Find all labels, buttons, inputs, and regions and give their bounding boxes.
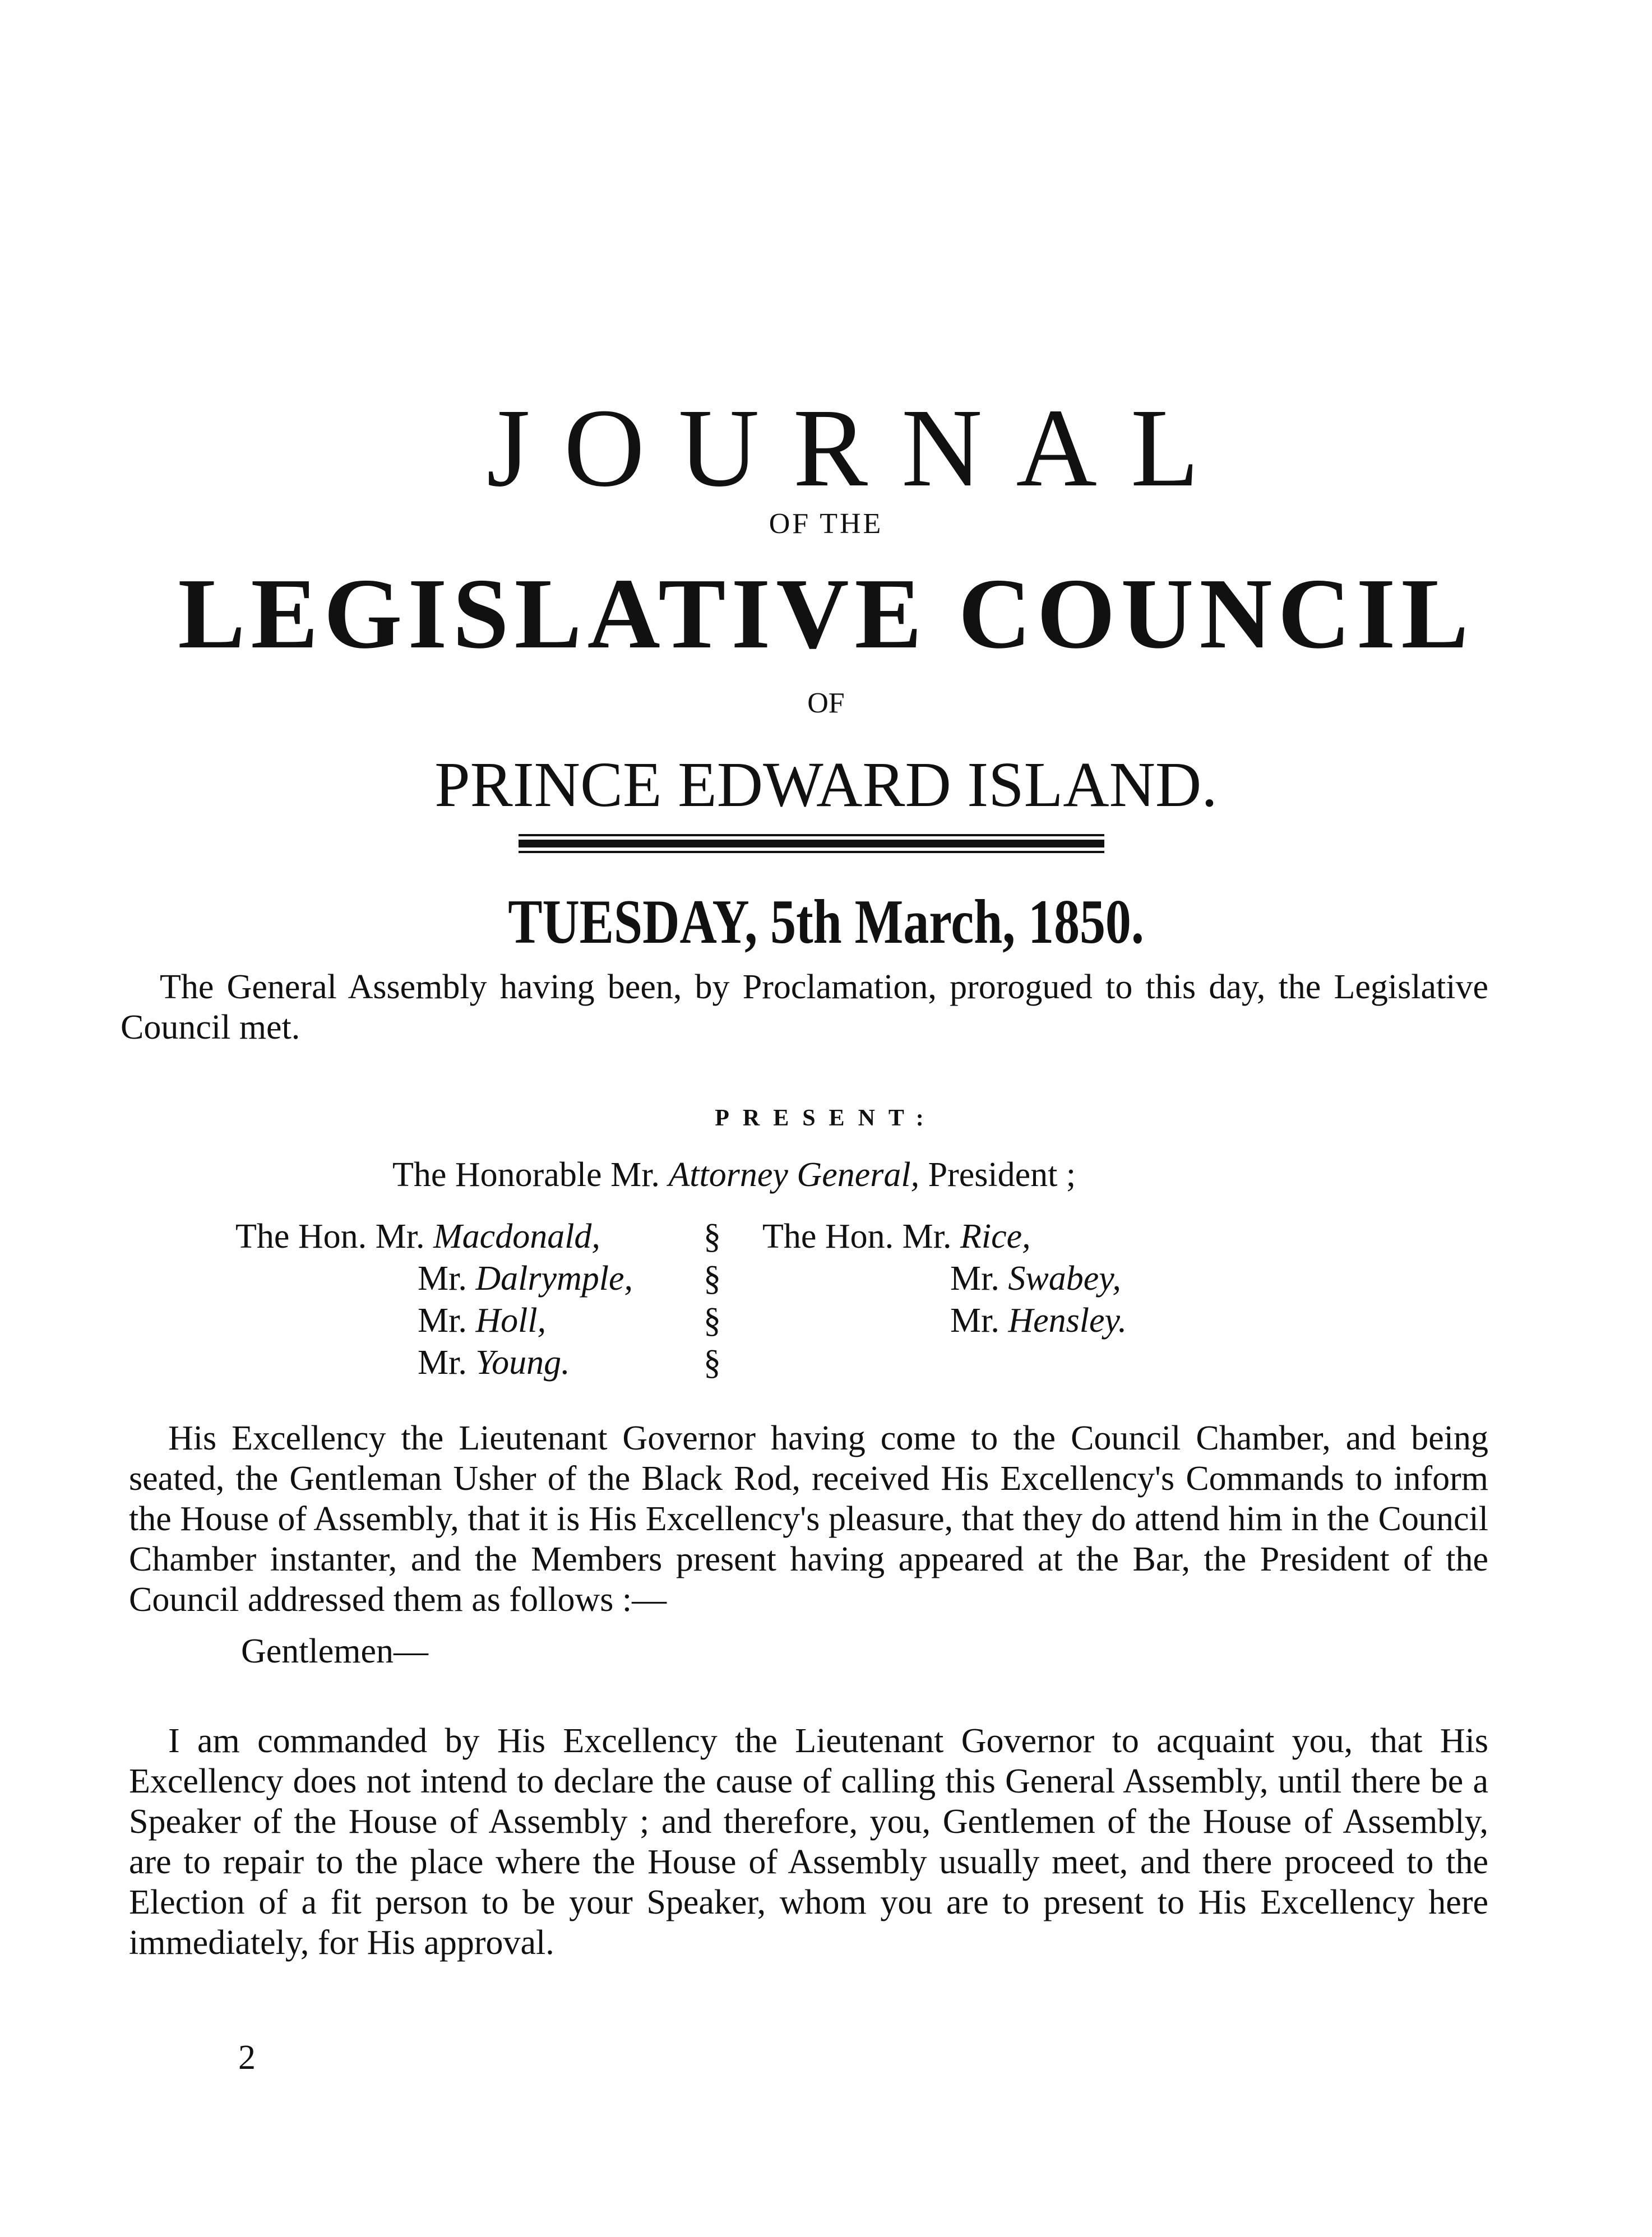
member-prefix: The Hon. Mr. <box>235 1217 425 1256</box>
member-dalrymple <box>418 1258 633 1299</box>
member-young <box>418 1342 570 1383</box>
member-name: Rice, <box>960 1217 1031 1256</box>
section-separator: § <box>704 1217 721 1256</box>
opening-paragraph: The General Assembly having been, by Proclamation, prorogued to this day, the Legislative Council met. <box>121 968 1488 1046</box>
member-name: Holl, <box>475 1302 547 1340</box>
member-prefix: Mr. <box>418 1344 467 1382</box>
member-name: Swabey, <box>1008 1259 1121 1298</box>
journal-title: JOURNAL <box>486 386 1233 510</box>
member-rice <box>762 1216 1031 1257</box>
salutation: Gentlemen— <box>241 1632 429 1670</box>
header-rule-top <box>519 834 1104 836</box>
title-of: OF <box>807 687 845 719</box>
section-separator: § <box>704 1344 721 1382</box>
header-rule-thick <box>519 840 1104 847</box>
president-title: President ; <box>928 1156 1076 1194</box>
member-prefix: Mr. <box>418 1259 467 1298</box>
section-separator: § <box>704 1259 721 1298</box>
member-swabey <box>950 1258 1121 1299</box>
present-heading: PRESENT: <box>715 1105 937 1131</box>
president-name: Attorney General, <box>668 1156 920 1194</box>
member-prefix: The Hon. Mr. <box>762 1217 952 1256</box>
header-rule-bottom <box>519 851 1104 853</box>
title-of-the: OF THE <box>769 508 883 540</box>
member-name: Hensley. <box>1008 1302 1127 1340</box>
president-prefix: The Honorable Mr. <box>392 1156 660 1194</box>
member-prefix: Mr. <box>418 1302 467 1340</box>
member-macdonald <box>235 1216 600 1257</box>
member-prefix: Mr. <box>950 1259 999 1298</box>
section-separator: § <box>704 1302 721 1340</box>
member-name: Young. <box>475 1344 570 1382</box>
member-hensley <box>950 1300 1127 1341</box>
address-paragraph: I am commanded by His Excellency the Lieutenant Governor to acquaint you, that His Excellency does not intend to declare the cause of calling this General Assembly, until there be a Speaker of the House of Assembly ; and therefore, you, Gentlemen of the House of Assembly, are to repair to the place where the House of Assembly usually meet, and there proceed to the Election of a fit person to be your Speaker, whom you are to present to His Excellency here immediately, for His approval. <box>129 1722 1488 1962</box>
signature-mark: 2 <box>238 2039 256 2077</box>
prince-edward-island-title: PRINCE EDWARD ISLAND. <box>434 749 1218 820</box>
session-date: TUESDAY, 5th March, 1850. <box>508 887 1144 957</box>
member-name: Dalrymple, <box>475 1259 633 1298</box>
member-holl <box>418 1300 546 1341</box>
legislative-council-title: LEGISLATIVE COUNCIL <box>178 558 1474 669</box>
member-name: Macdonald, <box>433 1217 600 1256</box>
member-prefix: Mr. <box>950 1302 999 1340</box>
governor-paragraph: His Excellency the Lieutenant Governor having come to the Council Chamber, and being seated, the Gentleman Usher of the Black Rod, received His Excellency's Commands to inform the House of Assembly, that it is His Excellency's pleasure, that they do attend him in the Council Chamber instanter, and the Members present having appeared at the Bar, the President of the Council addressed them as follows :— <box>129 1419 1488 1619</box>
president-line <box>392 1155 1076 1195</box>
